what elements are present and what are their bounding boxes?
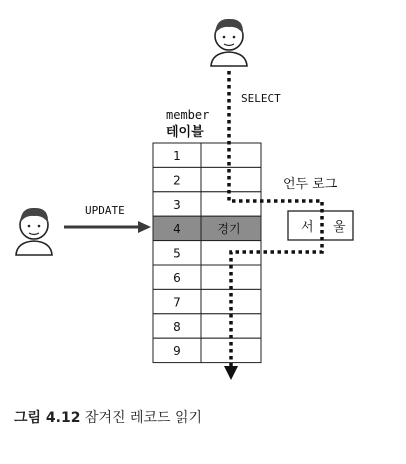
select-user-icon (211, 19, 247, 66)
table-title-en: member (166, 108, 210, 122)
update-arrow (64, 221, 151, 233)
undo-log-char-1: 서 (301, 220, 314, 235)
row-id: 3 (173, 197, 181, 212)
table-row (153, 192, 261, 216)
table-row (153, 265, 261, 289)
row-value: 경기 (217, 222, 241, 237)
table-title-ko: 테이블 (166, 125, 204, 140)
row-id: 6 (173, 271, 181, 285)
row-id: 9 (173, 344, 181, 359)
row-id: 7 (173, 295, 181, 310)
table-cell-value (201, 192, 261, 216)
table-row-locked (153, 216, 261, 240)
row-id: 4 (173, 222, 181, 237)
caption-number: 그림 4.12 (14, 410, 81, 426)
update-label: UPDATE (85, 204, 125, 217)
table-cell-value (201, 167, 261, 191)
update-user-icon (16, 208, 52, 255)
table-row (153, 167, 261, 191)
figure-caption (14, 407, 202, 427)
table-row (153, 338, 261, 362)
undo-log-title: 언두 로그 (283, 177, 338, 192)
row-id: 2 (173, 173, 181, 188)
table-row (153, 289, 261, 313)
table-row (153, 143, 261, 167)
select-label: SELECT (241, 92, 281, 105)
table-cell-value (201, 265, 261, 289)
table-row (153, 314, 261, 338)
caption-text: 잠겨진 레코드 읽기 (84, 410, 203, 426)
undo-log-char-2: 울 (333, 220, 346, 235)
row-id: 1 (173, 149, 181, 163)
read-path-arrowhead (224, 366, 238, 380)
row-id: 5 (173, 246, 181, 261)
row-id: 8 (173, 319, 181, 334)
table-cell-value (201, 143, 261, 167)
